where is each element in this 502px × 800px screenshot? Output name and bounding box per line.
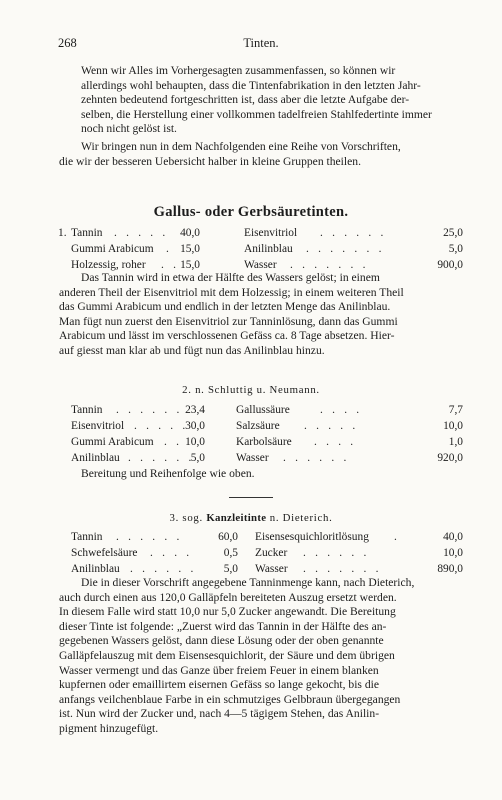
leader-dots: . . . . . . .: [303, 563, 382, 575]
ingredient-amount: 5,0: [448, 243, 463, 255]
ingredient-row: [58, 243, 478, 259]
ingredient-amount: 15,0: [180, 243, 200, 255]
text-line: zehnten bedeutend fortgeschritten ist, dass aber die letzte Aufgabe der-: [81, 93, 410, 107]
text-line: kupfernen oder emaillirtem eisernen Gefäss so lange gekocht, bis die: [59, 678, 380, 692]
ingredient-amount: 5,0: [223, 563, 238, 575]
ingredient-amount: 1,0: [448, 436, 463, 448]
ingredient-amount: 10,0: [443, 420, 463, 432]
text-line: In diesem Falle wird statt 10,0 nur 5,0 Zucker angewandt. Die Bereitung: [59, 605, 396, 619]
ingredient-amount: 7,7: [448, 404, 463, 416]
ingredient-amount: 920,0: [437, 452, 463, 464]
ingredient-name: Wasser: [255, 563, 288, 575]
leader-dots: . .: [161, 259, 180, 271]
ingredient-amount: 0,5: [223, 547, 238, 559]
ingredient-name: Salzsäure: [236, 420, 280, 432]
ingredient-name: Gummi Arabicum: [71, 243, 154, 255]
ingredient-name: Zucker: [255, 547, 288, 559]
text-line: noch nicht gelöst ist.: [81, 122, 177, 136]
ingredient-name: Gummi Arabicum: [71, 436, 154, 448]
ingredient-row: [58, 531, 478, 547]
ingredient-amount: 30,0: [185, 420, 205, 432]
ingredient-name: Holzessig, roher: [71, 259, 146, 271]
text-line: Wenn wir Alles im Vorhergesagten zusammenfassen, so können wir: [81, 64, 396, 77]
ingredient-name: Karbolsäure: [236, 436, 292, 448]
leader-dots: . . . . .: [304, 420, 359, 432]
ingredient-row: [58, 452, 478, 468]
ingredient-row: [58, 420, 478, 436]
ingredient-amount: 10,0: [443, 547, 463, 559]
ingredient-name: Tannin: [71, 404, 103, 416]
recipe-2-instructions: [59, 467, 463, 482]
text-line: die wir der besseren Uebersicht halber in kleine Gruppen theilen.: [59, 154, 361, 168]
page-number: 268: [58, 36, 77, 50]
ingredient-row: [58, 227, 478, 243]
ingredient-amount: 890,0: [437, 563, 463, 575]
ingredient-name: Eisenvitriol: [71, 420, 125, 432]
leader-dots: . . . . . .: [116, 531, 183, 543]
text-line: Bereitung und Reihenfolge wie oben.: [81, 467, 255, 480]
leader-dots: . . . . . . .: [290, 259, 369, 271]
intro-paragraph-2: [59, 140, 463, 169]
text-line: gegebenen Wassers gelöst, dann diese Lösung oder der oben genannte: [59, 634, 384, 648]
recipe-number: 1.: [58, 227, 67, 239]
ingredient-name: Anilinblau: [71, 452, 120, 464]
text-line: ist. Nun wird der Zucker und, nach 4—5 tägigem Stehen, das Anilin-: [59, 707, 380, 721]
ingredient-amount: 15,0: [180, 259, 200, 271]
ingredient-row: [58, 404, 478, 420]
leader-dots: . . . . . . .: [306, 243, 385, 255]
text-line: Wasser vermengt und das Ganze über freiem Feuer in einem blanken: [59, 663, 379, 677]
ingredient-name: Schwefelsäure: [71, 547, 138, 559]
ingredient-name: Wasser: [244, 259, 277, 271]
intro-paragraph-1: [59, 64, 463, 137]
text-line: auf giesst man klar ab und fügt nun das Anilinblau hinzu.: [59, 343, 325, 357]
text-line: auch durch einen aus 120,0 Galläpfeln bereiteten Auszug ersetzt werden.: [59, 590, 397, 604]
text-line: Die in dieser Vorschrift angegebene Tanninmenge kann, nach Dieterich,: [81, 576, 415, 589]
ingredient-name: Wasser: [236, 452, 269, 464]
text-line: selben, die Herstellung einer vollkommen tadelfreien Stahlfedertinte immer: [81, 107, 432, 121]
ingredient-name: Eisensesquichloritlösung: [255, 531, 369, 543]
recipe-source: n. Dieterich.: [269, 512, 333, 524]
text-line: Galläpfelauszug mit dem Eisensesquichlorit, der Säure und dem übrigen: [59, 648, 395, 662]
text-line: das Gummi Arabicum und endlich in der letzten Menge das Anilinblau.: [59, 300, 391, 314]
leader-dots: . . . .: [320, 404, 363, 416]
text-line: Das Tannin wird in etwa der Hälfte des Wassers gelöst; in einem: [81, 271, 380, 284]
leader-dots: . . . . . .: [130, 563, 197, 575]
running-title: Tinten.: [243, 36, 279, 50]
ingredient-amount: 25,0: [443, 227, 463, 239]
ingredient-name: Anilinblau: [244, 243, 293, 255]
leader-dots: . . . .: [150, 547, 193, 559]
text-line: pigment hinzugefügt.: [59, 721, 159, 735]
leader-dots: . . . . . .: [283, 452, 350, 464]
ingredient-amount: 23,4: [185, 404, 205, 416]
text-line: Wir bringen nun in dem Nachfolgenden eine Reihe von Vorschriften,: [81, 140, 401, 153]
ingredient-name: Eisenvitriol: [244, 227, 298, 239]
ingredient-amount: 5,0: [190, 452, 205, 464]
ingredient-name: Tannin: [71, 531, 103, 543]
text-line: Arabicum und lässt im verschlossenen Gefäss ca. 8 Tage absetzen. Hier-: [59, 329, 395, 343]
leader-dots: . . . . . .: [128, 452, 195, 464]
ingredient-name: Anilinblau: [71, 563, 120, 575]
text-line: allerdings wohl behaupten, dass die Tintenfabrikation in den letzten Jahr-: [81, 78, 421, 92]
recipe-number: 3. sog.: [169, 512, 203, 524]
ingredient-row: [58, 436, 478, 452]
leader-dots: . . . . . .: [320, 227, 387, 239]
ingredient-name: Tannin: [71, 227, 103, 239]
ingredient-name: Gallussäure: [236, 404, 290, 416]
ingredient-amount: 60,0: [218, 531, 238, 543]
ingredient-amount: 10,0: [185, 436, 205, 448]
page-header: [58, 36, 464, 52]
recipe-2-heading: 2. n. Schluttig u. Neumann.: [182, 384, 320, 396]
section-divider: [229, 497, 273, 498]
leader-dots: . . . . . .: [116, 404, 183, 416]
leader-dots: . .: [164, 436, 183, 448]
text-line: anfangs veilchenblaue Farbe in ein schmutziges Gelbbraun übergegangen: [59, 692, 401, 706]
ingredient-amount: 40,0: [180, 227, 200, 239]
leader-dots: .: [394, 531, 401, 543]
text-line: anderen Theil der Eisenvitriol mit dem Holzessig; in einem weiteren Theil: [59, 285, 404, 299]
leader-dots: . . . . .: [134, 420, 189, 432]
text-line: dieser Tinte ist folgende: „Zuerst wird das Tannin in der Hälfte des an-: [59, 619, 387, 633]
recipe-1-instructions: [59, 271, 463, 359]
text-line: Man fügt nun zuerst den Eisenvitriol zur Tanninlösung, dann das Gummi: [59, 314, 398, 328]
recipe-3-instructions: [59, 576, 463, 737]
leader-dots: . . . .: [314, 436, 357, 448]
leader-dots: . . . . .: [114, 227, 169, 239]
recipe-3-heading: [0, 512, 502, 524]
leader-dots: .: [166, 243, 173, 255]
ingredient-amount: 900,0: [437, 259, 463, 271]
ingredient-row: [58, 547, 478, 563]
leader-dots: . . . . . .: [303, 547, 370, 559]
section-title: Gallus- oder Gerbsäuretinten.: [153, 204, 349, 220]
recipe-name: Kanzleitinte: [206, 512, 267, 524]
ingredient-amount: 40,0: [443, 531, 463, 543]
